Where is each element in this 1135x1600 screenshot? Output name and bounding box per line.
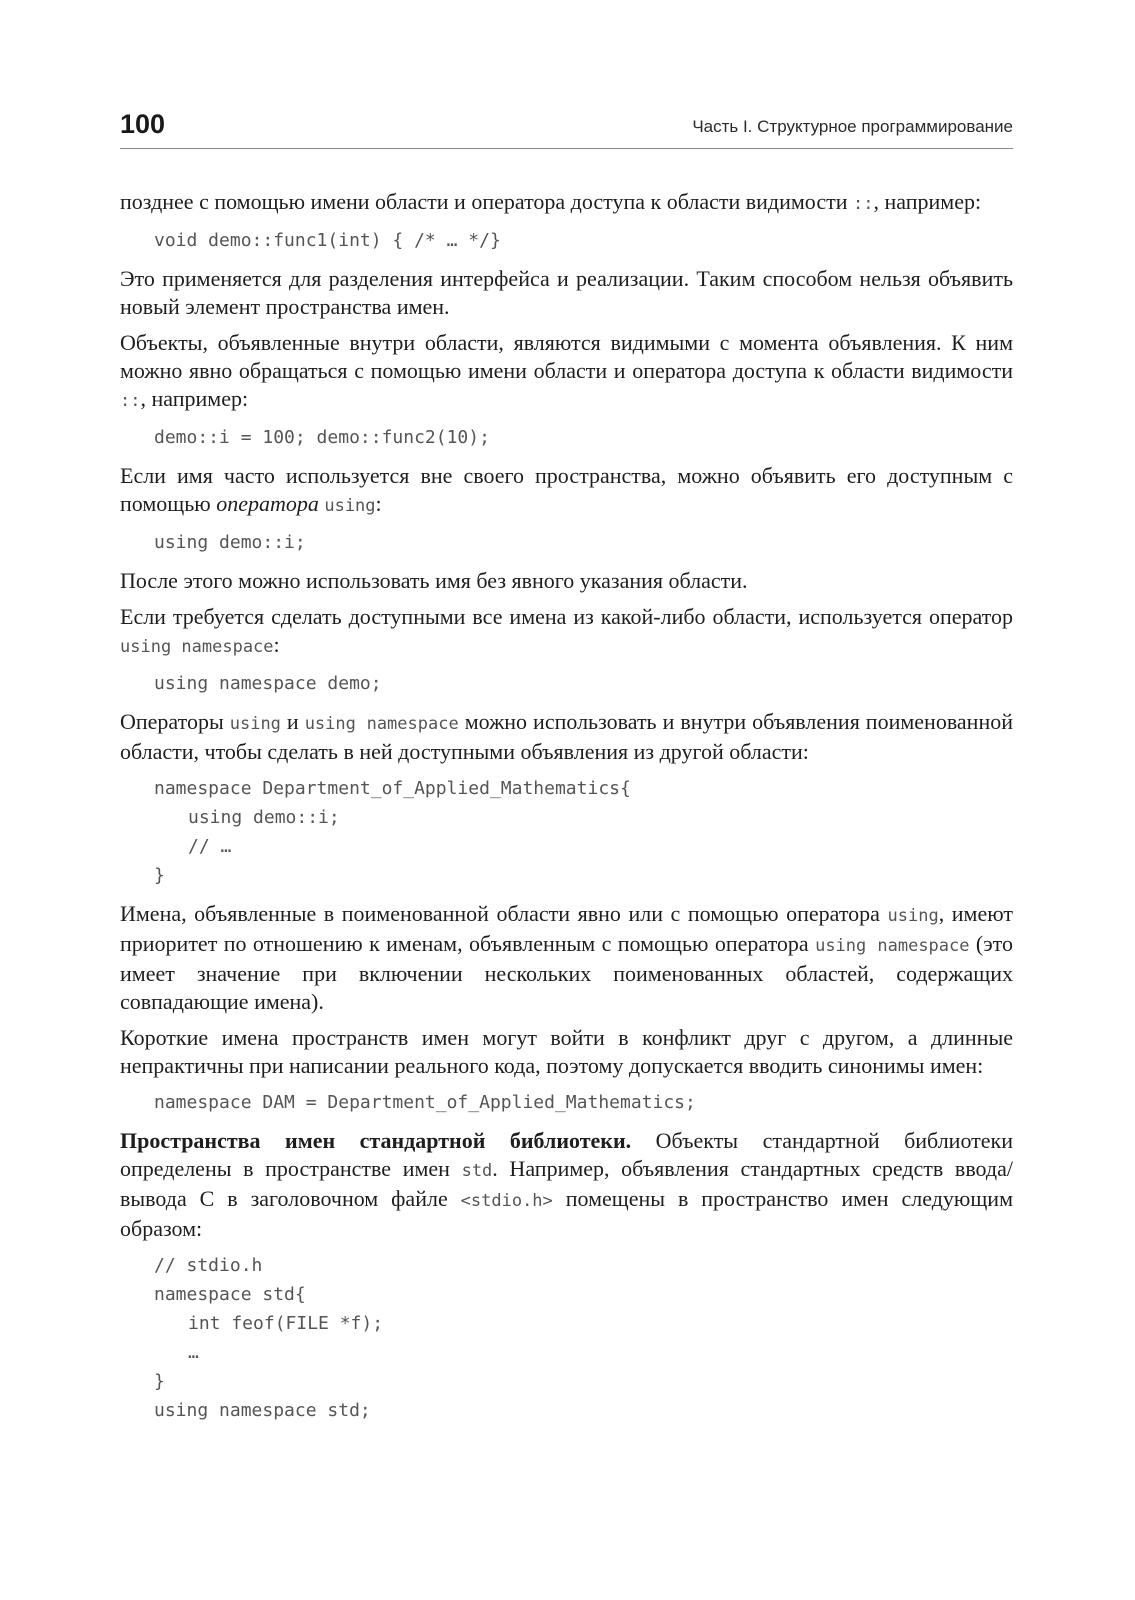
page-body xyxy=(120,188,1013,1435)
code-line: int feof(FILE *f); xyxy=(188,1313,384,1334)
code-block xyxy=(154,528,1013,557)
code-line: demo::i = 100; demo::func2(10); xyxy=(154,427,490,448)
paragraph-text: , например: xyxy=(140,386,249,411)
paragraph-text: и xyxy=(280,709,305,734)
code-line: using namespace demo; xyxy=(154,673,382,694)
page-header xyxy=(120,108,1013,149)
section-run-in-heading: Пространства имен стандартной библиотеки. xyxy=(120,1128,632,1153)
inline-code: std xyxy=(461,1161,493,1181)
paragraph: Короткие имена пространств имен могут войти в конфликт друг с другом, а длинные непрактичны при написании реального кода, поэтому допускается вводить синонимы имен: xyxy=(120,1025,1013,1078)
inline-code: using namespace xyxy=(304,714,459,734)
code-line: using demo::i; xyxy=(188,807,340,828)
inline-code: using xyxy=(887,906,939,926)
paragraph: Это применяется для разделения интерфейса и реализации. Таким способом нельзя объявить новый элемент пространства имен. xyxy=(120,266,1013,319)
paragraph-text: , имеют приоритет по отношению к именам, объявленным с помощью оператора xyxy=(120,901,1013,956)
inline-code: :: xyxy=(120,391,141,411)
paragraph-text: (это имеет значение при включении нескольких поименованных областей, содержащих совпадающие имена). xyxy=(120,931,1014,1014)
code-line: } xyxy=(154,1371,165,1392)
code-block xyxy=(154,774,1013,890)
paragraph xyxy=(120,329,1013,415)
paragraph-text: позднее с помощью имени области и оператора доступа к области видимости xyxy=(120,189,854,214)
paragraph xyxy=(120,603,1013,661)
paragraph-text: : xyxy=(375,491,382,516)
emphasis: оператора xyxy=(216,491,319,516)
code-block xyxy=(154,423,1013,452)
code-line: // stdio.h xyxy=(154,1255,263,1276)
paragraph: После этого можно использовать имя без явного указания области. xyxy=(120,568,748,593)
paragraph-text: можно использовать и внутри объявления поименованной области, чтобы сделать в ней доступными объявления из другой области: xyxy=(120,709,1014,764)
paragraph xyxy=(120,708,1013,766)
code-line: using namespace std; xyxy=(154,1400,371,1421)
paragraph xyxy=(120,462,1013,520)
paragraph-text: Объекты, объявленные внутри области, являются видимыми с момента объявления. К ним можно явно обращаться с помощью имени области и оператора доступа к области видимости xyxy=(120,330,1013,383)
paragraph xyxy=(120,188,1013,218)
code-block xyxy=(154,669,1013,698)
code-line: using demo::i; xyxy=(154,532,306,553)
code-line: namespace std{ xyxy=(154,1284,306,1305)
code-line: void demo::func1(int) { /* … */} xyxy=(154,230,501,251)
code-line: // … xyxy=(188,836,232,857)
code-line: … xyxy=(188,1342,199,1363)
code-block xyxy=(154,226,1013,255)
code-block xyxy=(154,1251,1013,1425)
paragraph-text: Операторы xyxy=(120,709,230,734)
code-line: } xyxy=(154,865,165,886)
inline-code: using namespace xyxy=(815,936,970,956)
paragraph xyxy=(120,900,1013,1016)
paragraph-text: , например: xyxy=(873,189,982,214)
inline-code: <stdio.h> xyxy=(460,1191,553,1211)
paragraph-text: Объекты стандартной библиотеки определены в пространстве имен xyxy=(120,1128,1013,1181)
inline-code: using namespace xyxy=(120,637,274,657)
page-number: 100 xyxy=(120,109,166,139)
code-line: namespace Department_of_Applied_Mathematics{ xyxy=(154,778,631,799)
paragraph xyxy=(120,1127,1013,1243)
paragraph-text: . Например, объявления стандартных средств ввода/вывода С в заголовочном файле xyxy=(120,1156,1013,1211)
paragraph-text: Имена, объявленные в поименованной области явно или с помощью оператора xyxy=(120,901,888,926)
inline-code: using xyxy=(324,496,376,516)
inline-code: :: xyxy=(853,194,874,214)
inline-code: using xyxy=(229,714,281,734)
paragraph-text: Если требуется сделать доступными все имена из какой-либо области, используется оператор xyxy=(120,604,1013,629)
code-line: namespace DAM = Department_of_Applied_Mathematics; xyxy=(154,1092,696,1113)
running-title: Часть I. Структурное программирование xyxy=(692,117,1013,136)
paragraph-text: Если имя часто используется вне своего пространства, можно объявить его доступным с помощью xyxy=(120,463,1013,516)
paragraph-text: : xyxy=(273,632,280,657)
code-block xyxy=(154,1088,1013,1117)
paragraph-text: помещены в пространство имен следующим образом: xyxy=(120,1186,1013,1241)
